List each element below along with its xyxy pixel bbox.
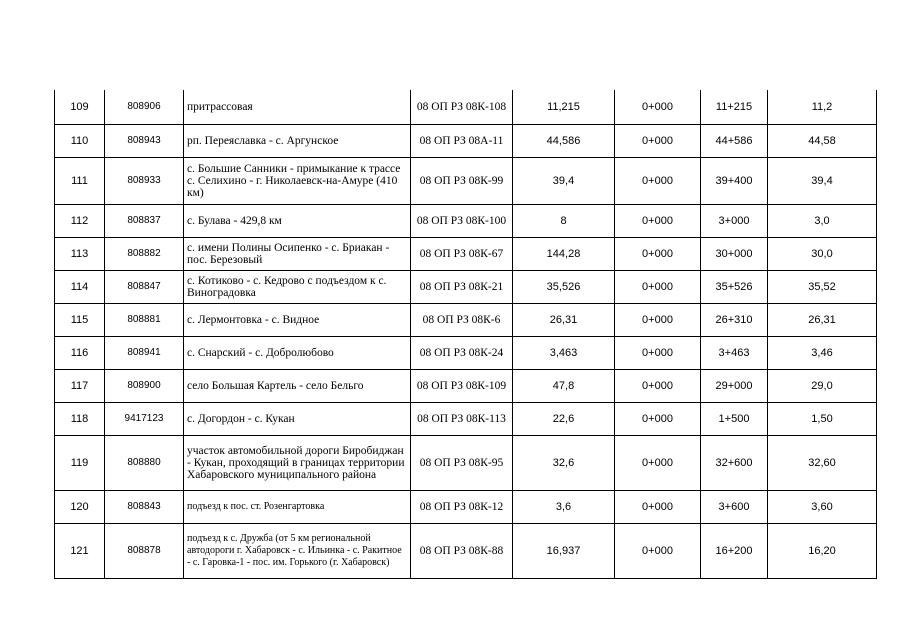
start-km-cell: 0+000: [615, 490, 701, 523]
road-code-cell: 08 ОП РЗ 08А-11: [411, 124, 513, 157]
table-row: [55, 369, 877, 402]
road-code-cell: 08 ОП РЗ 08К-6: [411, 303, 513, 336]
road-code-cell: 08 ОП РЗ 08К-24: [411, 336, 513, 369]
row-number-cell: 118: [55, 402, 105, 435]
road-name-cell: с. Лермонтовка - с. Видное: [184, 303, 411, 336]
end-km-cell: 3+000: [701, 204, 768, 237]
row-number-cell: 120: [55, 490, 105, 523]
start-km-cell: 0+000: [615, 270, 701, 303]
road-code-cell: 08 ОП РЗ 08К-100: [411, 204, 513, 237]
table-row: [55, 270, 877, 303]
total-km-cell: 11,2: [768, 90, 877, 124]
road-code-cell: 08 ОП РЗ 08К-95: [411, 435, 513, 490]
start-km-cell: 0+000: [615, 303, 701, 336]
road-length-cell: 16,937: [513, 523, 615, 578]
road-name-cell: с. имени Полины Осипенко - с. Бриакан - пос. Березовый: [184, 237, 411, 270]
total-km-cell: 16,20: [768, 523, 877, 578]
start-km-cell: 0+000: [615, 369, 701, 402]
road-id-cell: 808943: [105, 124, 184, 157]
road-id-cell: 808847: [105, 270, 184, 303]
start-km-cell: 0+000: [615, 523, 701, 578]
row-number-cell: 117: [55, 369, 105, 402]
total-km-cell: 3,46: [768, 336, 877, 369]
table-row: [55, 124, 877, 157]
row-number-cell: 109: [55, 90, 105, 124]
start-km-cell: 0+000: [615, 90, 701, 124]
end-km-cell: 39+400: [701, 157, 768, 204]
road-id-cell: 808882: [105, 237, 184, 270]
end-km-cell: 29+000: [701, 369, 768, 402]
table-row: [55, 435, 877, 490]
total-km-cell: 30,0: [768, 237, 877, 270]
road-id-cell: 808843: [105, 490, 184, 523]
road-code-cell: 08 ОП РЗ 08К-109: [411, 369, 513, 402]
road-id-cell: 808900: [105, 369, 184, 402]
road-name-cell: подъезд к пос. ст. Розенгартовка: [184, 490, 411, 523]
road-length-cell: 3,6: [513, 490, 615, 523]
road-code-cell: 08 ОП РЗ 08К-108: [411, 90, 513, 124]
road-name-cell: рп. Переяславка - с. Аргунское: [184, 124, 411, 157]
table-row: [55, 523, 877, 578]
table-row: [55, 90, 877, 124]
road-name-cell: с. Булава - 429,8 км: [184, 204, 411, 237]
row-number-cell: 116: [55, 336, 105, 369]
road-name-cell: с. Котиково - с. Кедрово с подъездом к с. Виноградовка: [184, 270, 411, 303]
end-km-cell: 44+586: [701, 124, 768, 157]
start-km-cell: 0+000: [615, 237, 701, 270]
road-length-cell: 35,526: [513, 270, 615, 303]
road-name-cell: подъезд к с. Дружба (от 5 км региональной автодороги г. Хабаровск - с. Ильинка - с. Ракитное - с. Гаровка-1 - пос. им. Горького (г. Хабаровск): [184, 523, 411, 578]
start-km-cell: 0+000: [615, 204, 701, 237]
road-code-cell: 08 ОП РЗ 08К-99: [411, 157, 513, 204]
total-km-cell: 3,0: [768, 204, 877, 237]
road-length-cell: 3,463: [513, 336, 615, 369]
start-km-cell: 0+000: [615, 124, 701, 157]
end-km-cell: 35+526: [701, 270, 768, 303]
total-km-cell: 32,60: [768, 435, 877, 490]
table-row: [55, 490, 877, 523]
row-number-cell: 119: [55, 435, 105, 490]
row-number-cell: 121: [55, 523, 105, 578]
end-km-cell: 30+000: [701, 237, 768, 270]
table-row: [55, 157, 877, 204]
road-id-cell: 808880: [105, 435, 184, 490]
road-length-cell: 47,8: [513, 369, 615, 402]
start-km-cell: 0+000: [615, 435, 701, 490]
end-km-cell: 3+463: [701, 336, 768, 369]
road-length-cell: 144,28: [513, 237, 615, 270]
road-id-cell: 808878: [105, 523, 184, 578]
table-row: [55, 204, 877, 237]
road-length-cell: 22,6: [513, 402, 615, 435]
row-number-cell: 113: [55, 237, 105, 270]
road-name-cell: притрассовая: [184, 90, 411, 124]
table-row: [55, 336, 877, 369]
end-km-cell: 11+215: [701, 90, 768, 124]
road-code-cell: 08 ОП РЗ 08К-12: [411, 490, 513, 523]
row-number-cell: 112: [55, 204, 105, 237]
end-km-cell: 26+310: [701, 303, 768, 336]
road-id-cell: 9417123: [105, 402, 184, 435]
total-km-cell: 29,0: [768, 369, 877, 402]
total-km-cell: 39,4: [768, 157, 877, 204]
total-km-cell: 44,58: [768, 124, 877, 157]
roads-table: [54, 90, 877, 579]
row-number-cell: 115: [55, 303, 105, 336]
road-length-cell: 26,31: [513, 303, 615, 336]
row-number-cell: 114: [55, 270, 105, 303]
road-length-cell: 11,215: [513, 90, 615, 124]
road-code-cell: 08 ОП РЗ 08К-113: [411, 402, 513, 435]
start-km-cell: 0+000: [615, 336, 701, 369]
total-km-cell: 26,31: [768, 303, 877, 336]
total-km-cell: 35,52: [768, 270, 877, 303]
road-id-cell: 808941: [105, 336, 184, 369]
road-length-cell: 32,6: [513, 435, 615, 490]
road-id-cell: 808933: [105, 157, 184, 204]
roads-table-body: [55, 90, 877, 578]
table-row: [55, 402, 877, 435]
road-id-cell: 808881: [105, 303, 184, 336]
road-name-cell: с. Снарский - с. Добролюбово: [184, 336, 411, 369]
road-name-cell: с. Догордон - с. Кукан: [184, 402, 411, 435]
row-number-cell: 111: [55, 157, 105, 204]
road-code-cell: 08 ОП РЗ 08К-21: [411, 270, 513, 303]
end-km-cell: 16+200: [701, 523, 768, 578]
end-km-cell: 32+600: [701, 435, 768, 490]
row-number-cell: 110: [55, 124, 105, 157]
end-km-cell: 1+500: [701, 402, 768, 435]
total-km-cell: 1,50: [768, 402, 877, 435]
road-name-cell: участок автомобильной дороги Биробиджан - Кукан, проходящий в границах территории Хабаровского муниципального района: [184, 435, 411, 490]
road-length-cell: 39,4: [513, 157, 615, 204]
start-km-cell: 0+000: [615, 157, 701, 204]
start-km-cell: 0+000: [615, 402, 701, 435]
total-km-cell: 3,60: [768, 490, 877, 523]
table-row: [55, 303, 877, 336]
road-id-cell: 808906: [105, 90, 184, 124]
road-length-cell: 8: [513, 204, 615, 237]
end-km-cell: 3+600: [701, 490, 768, 523]
table-row: [55, 237, 877, 270]
road-name-cell: с. Большие Санники - примыкание к трассе с. Селихино - г. Николаевск-на-Амуре (410 км): [184, 157, 411, 204]
road-code-cell: 08 ОП РЗ 08К-67: [411, 237, 513, 270]
road-code-cell: 08 ОП РЗ 08К-88: [411, 523, 513, 578]
road-id-cell: 808837: [105, 204, 184, 237]
road-name-cell: село Большая Картель - село Бельго: [184, 369, 411, 402]
road-length-cell: 44,586: [513, 124, 615, 157]
